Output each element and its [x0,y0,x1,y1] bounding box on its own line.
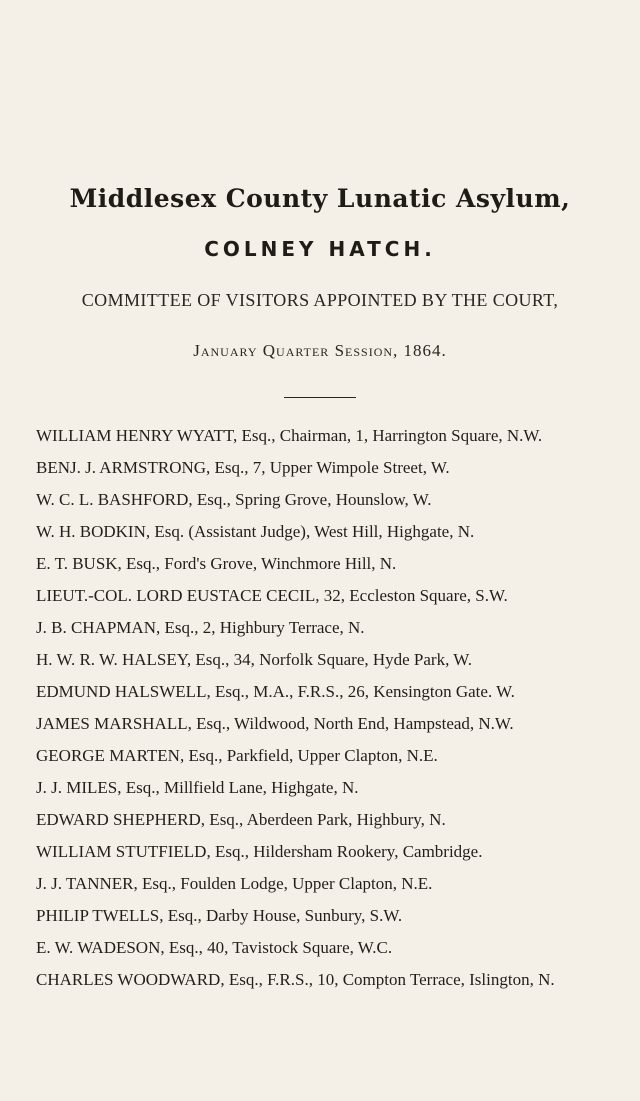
member-entry: J. J. MILES, Esq., Millfield Lane, Highgate, N. [36,778,359,797]
member-entry: LIEUT.-COL. LORD EUSTACE CECIL, 32, Eccleston Square, S.W. [36,586,508,605]
member-entry: EDMUND HALSWELL, Esq., M.A., F.R.S., 26, Kensington Gate. W. [36,682,515,701]
member-entry: H. W. R. W. HALSEY, Esq., 34, Norfolk Square, Hyde Park, W. [36,650,473,669]
member-entry: W. H. BODKIN, Esq. (Assistant Judge), West Hill, Highgate, N. [36,522,475,541]
location-heading: COLNEY HATCH. [204,237,436,261]
member-entry: PHILIP TWELLS, Esq., Darby House, Sunbury, S.W. [36,906,403,925]
member-entry: EDWARD SHEPHERD, Esq., Aberdeen Park, Highbury, N. [36,810,446,829]
member-entry: CHARLES WOODWARD, Esq., F.R.S., 10, Compton Terrace, Islington, N. [36,970,555,989]
member-entry: J. J. TANNER, Esq., Foulden Lodge, Upper Clapton, N.E. [36,874,433,893]
member-entry: WILLIAM STUTFIELD, Esq., Hildersham Rookery, Cambridge. [36,842,483,861]
divider-rule [284,397,356,398]
member-entry: E. T. BUSK, Esq., Ford's Grove, Winchmore Hill, N. [36,554,397,573]
members-list [36,426,636,1002]
member-entry: WILLIAM HENRY WYATT, Esq., Chairman, 1, Harrington Square, N.W. [36,426,543,445]
asylum-title: Middlesex County Lunatic Asylum, [69,184,571,213]
member-entry: GEORGE MARTEN, Esq., Parkfield, Upper Clapton, N.E. [36,746,438,765]
session-line: January Quarter Session, 1864. [193,341,447,360]
member-entry: J. B. CHAPMAN, Esq., 2, Highbury Terrace, N. [36,618,365,637]
member-entry: E. W. WADESON, Esq., 40, Tavistock Square, W.C. [36,938,393,957]
member-entry: BENJ. J. ARMSTRONG, Esq., 7, Upper Wimpole Street, W. [36,458,450,477]
committee-heading: COMMITTEE OF VISITORS APPOINTED BY THE COURT, [81,290,559,310]
member-entry: W. C. L. BASHFORD, Esq., Spring Grove, Hounslow, W. [36,490,432,509]
member-entry: JAMES MARSHALL, Esq., Wildwood, North End, Hampstead, N.W. [36,714,514,733]
